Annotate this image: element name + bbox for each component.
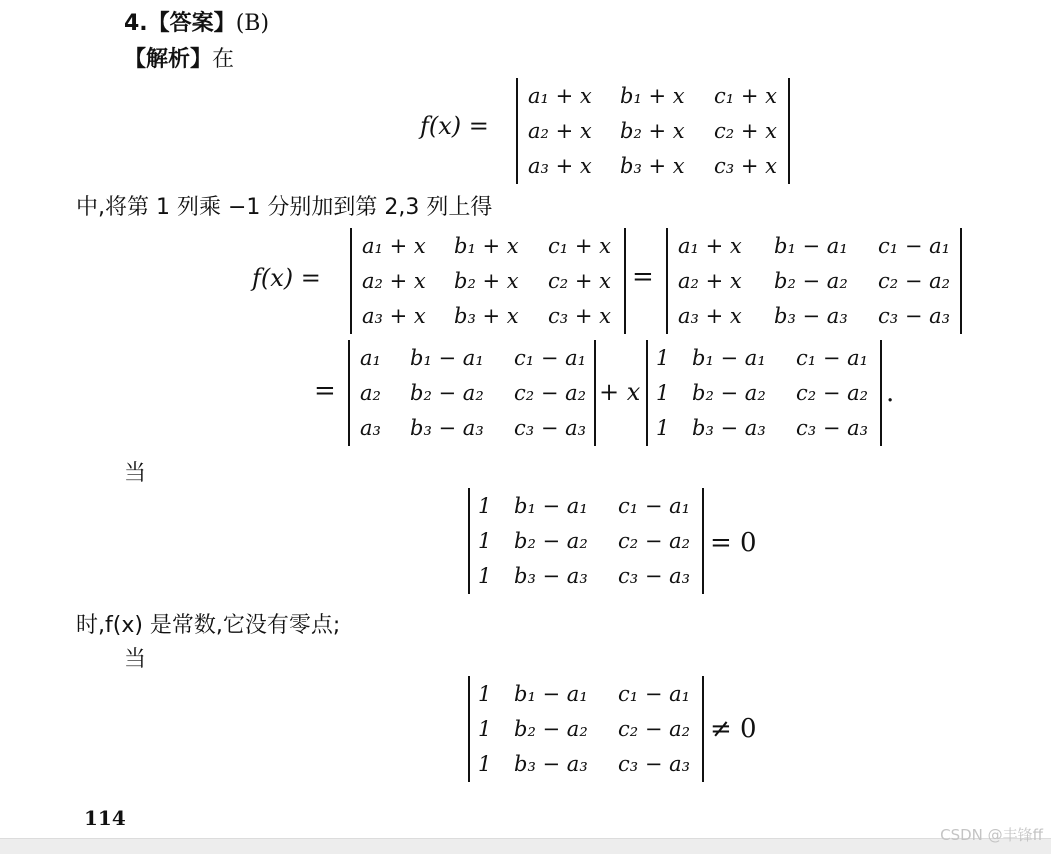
eq1-lhs: f(x) =: [420, 112, 489, 140]
matrix-cell: b₃ − a₃: [410, 416, 484, 441]
matrix-cell: b₃ − a₃: [514, 564, 588, 589]
analysis-label: 【解析】: [124, 47, 213, 72]
matrix-cell: a₃: [360, 416, 381, 441]
matrix-cell: c₁ + x: [548, 233, 611, 258]
matrix-cell: c₁ − a₁: [618, 681, 691, 706]
csdn-watermark: CSDN @丰锋ff: [940, 826, 1043, 844]
matrix-cell: b₂ + x: [620, 118, 685, 143]
page-number: 114: [84, 806, 126, 830]
matrix-cell: c₂ + x: [714, 118, 777, 143]
matrix-cell: c₁ − a₁: [796, 345, 869, 370]
matrix-cell: a₁ + x: [528, 83, 592, 108]
matrix-cell: b₃ − a₃: [692, 416, 766, 441]
matrix-cell: c₂ − a₂: [878, 268, 951, 293]
eq2-lhs: f(x) =: [252, 264, 321, 292]
eq5-rhs: ≠ 0: [710, 714, 757, 744]
conclusion-1: 时,f(x) 是常数,它没有零点;: [76, 613, 341, 638]
answer-heading: [124, 6, 269, 37]
eq4-matrix: [470, 488, 702, 594]
matrix-cell: b₃ − a₃: [514, 752, 588, 777]
eq1-determinant: [516, 78, 790, 184]
eq1-matrix: [518, 78, 788, 184]
matrix-cell: c₃ + x: [714, 154, 777, 179]
matrix-cell: 1: [478, 681, 492, 706]
matrix-cell: 1: [478, 752, 492, 777]
eq2-left-determinant: [350, 228, 626, 334]
eq4-rhs: = 0: [710, 528, 757, 558]
matrix-cell: c₂ − a₂: [618, 528, 691, 553]
analysis-heading: [124, 42, 234, 73]
matrix-cell: c₃ − a₃: [618, 564, 691, 589]
matrix-cell: b₂ − a₂: [774, 268, 848, 293]
matrix-cell: c₂ − a₂: [514, 380, 587, 405]
matrix-cell: b₃ + x: [620, 154, 685, 179]
analysis-intro: 在: [212, 47, 235, 72]
answer-value: (B): [235, 11, 270, 36]
footer-bar: [0, 838, 1051, 854]
matrix-cell: 1: [656, 345, 670, 370]
matrix-cell: a₃ + x: [528, 154, 592, 179]
matrix-cell: c₁ − a₁: [878, 233, 951, 258]
matrix-cell: c₂ − a₂: [618, 716, 691, 741]
matrix-cell: c₃ − a₃: [514, 416, 587, 441]
matrix-cell: b₁ + x: [620, 83, 685, 108]
matrix-cell: a₂ + x: [678, 268, 742, 293]
matrix-cell: c₃ − a₃: [796, 416, 869, 441]
matrix-cell: a₁ + x: [678, 233, 742, 258]
matrix-cell: a₂ + x: [362, 268, 426, 293]
matrix-cell: b₂ − a₂: [514, 716, 588, 741]
matrix-cell: 1: [478, 493, 492, 518]
eq5-determinant: [468, 676, 704, 782]
matrix-cell: b₁ − a₁: [774, 233, 848, 258]
eq3-right-determinant: [646, 340, 882, 446]
step-text: 中,将第 1 列乘 −1 分别加到第 2,3 列上得: [76, 195, 493, 220]
matrix-cell: b₃ − a₃: [774, 304, 848, 329]
matrix-cell: b₂ + x: [454, 268, 519, 293]
matrix-cell: b₁ + x: [454, 233, 519, 258]
matrix-cell: a₁: [360, 345, 381, 370]
eq4-determinant: [468, 488, 704, 594]
matrix-cell: c₃ + x: [548, 304, 611, 329]
eq3-period: .: [886, 378, 895, 408]
matrix-cell: b₁ − a₁: [514, 493, 588, 518]
matrix-cell: b₂ − a₂: [410, 380, 484, 405]
matrix-cell: b₁ − a₁: [410, 345, 484, 370]
matrix-cell: b₁ − a₁: [514, 681, 588, 706]
eq2-left-matrix: [352, 228, 624, 334]
matrix-cell: c₁ + x: [714, 83, 777, 108]
when-1: 当: [124, 461, 147, 486]
matrix-cell: b₂ − a₂: [692, 380, 766, 405]
matrix-cell: 1: [478, 564, 492, 589]
when-2: 当: [124, 647, 147, 672]
matrix-cell: b₂ − a₂: [514, 528, 588, 553]
matrix-cell: c₃ − a₃: [618, 752, 691, 777]
matrix-cell: a₂: [360, 380, 381, 405]
matrix-cell: c₃ − a₃: [878, 304, 951, 329]
matrix-cell: 1: [478, 716, 492, 741]
matrix-cell: a₃ + x: [362, 304, 426, 329]
matrix-cell: a₂ + x: [528, 118, 592, 143]
eq3-left-matrix: [350, 340, 594, 446]
eq5-matrix: [470, 676, 702, 782]
answer-label: 【答案】: [147, 11, 236, 36]
eq3-left-determinant: [348, 340, 596, 446]
eq2-equals: =: [632, 262, 654, 292]
matrix-cell: a₃ + x: [678, 304, 742, 329]
matrix-cell: c₁ − a₁: [618, 493, 691, 518]
matrix-cell: c₂ + x: [548, 268, 611, 293]
eq3-plus-x: + x: [599, 378, 641, 406]
matrix-cell: 1: [656, 380, 670, 405]
question-number: 4.: [124, 11, 148, 36]
eq3-right-matrix: [648, 340, 880, 446]
matrix-cell: c₁ − a₁: [514, 345, 587, 370]
matrix-cell: c₂ − a₂: [796, 380, 869, 405]
matrix-cell: 1: [656, 416, 670, 441]
eq3-equals: =: [314, 376, 336, 406]
matrix-cell: b₁ − a₁: [692, 345, 766, 370]
eq2-right-determinant: [666, 228, 962, 334]
matrix-cell: b₃ + x: [454, 304, 519, 329]
matrix-cell: 1: [478, 528, 492, 553]
eq2-right-matrix: [668, 228, 960, 334]
matrix-cell: a₁ + x: [362, 233, 426, 258]
